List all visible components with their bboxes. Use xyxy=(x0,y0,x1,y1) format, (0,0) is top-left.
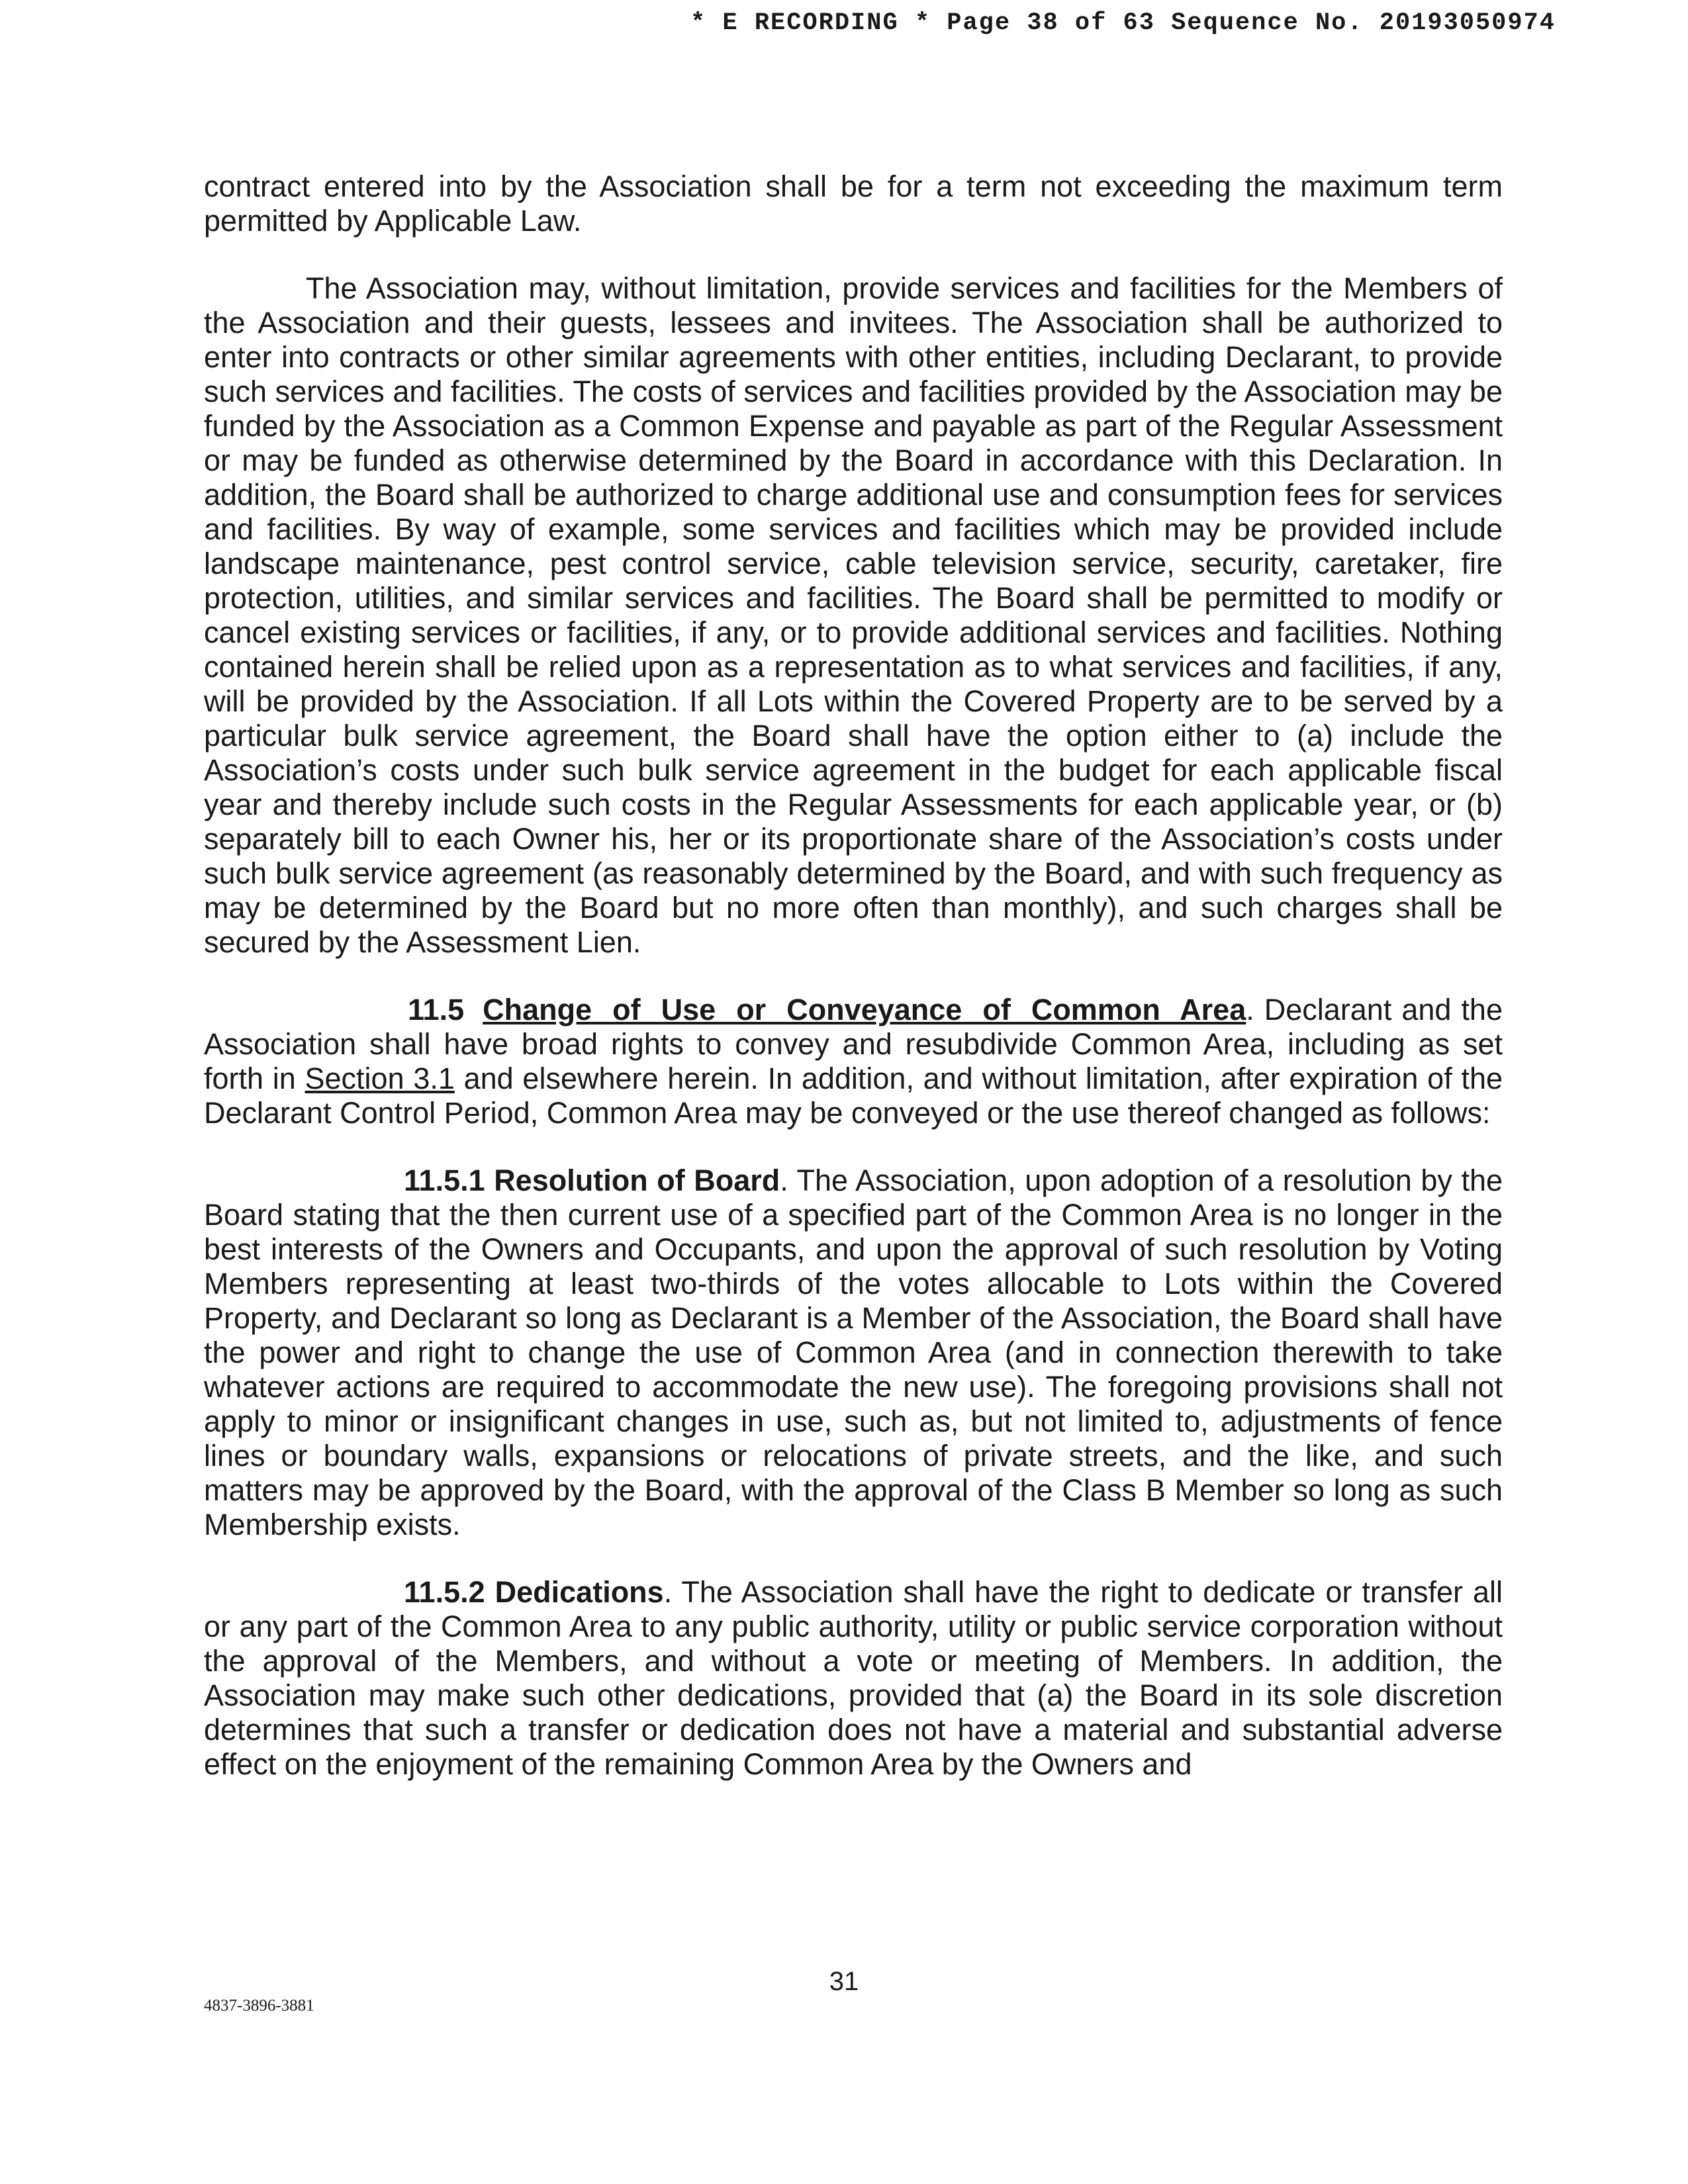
section-11-5-text-after-ref: and elsewhere herein. In addition, and without limitation, after expiration of the Declarant Control Period, Common Area may be conveyed or the use thereof changed as follows: xyxy=(204,1062,1503,1130)
recording-stamp: * E RECORDING * Page 38 of 63 Sequence No. 20193050974 xyxy=(690,9,1556,37)
section-11-5-2 xyxy=(204,1575,1503,1782)
section-11-5-title: Change of Use or Conveyance of Common Area xyxy=(483,993,1246,1026)
section-11-5-1-number: 11.5.1 xyxy=(404,1163,485,1197)
section-11-5-1-text: . The Association, upon adoption of a resolution by the Board stating that the then current use of a specified part of the Common Area is no longer in the best interests of the Owners and Occupants, and upon the approval of such resolution by Voting Members representing at least two-thirds of the votes allocable to Lots within the Covered Property, and Declarant so long as Declarant is a Member of the Association, the Board shall have the power and right to change the use of Common Area (and in connection therewith to take whatever actions are required to accommodate the new use). The foregoing provisions shall not apply to minor or insignificant changes in use, such as, but not limited to, adjustments of fence lines or boundary walls, expansions or relocations of private streets, and the like, and such matters may be approved by the Board, with the approval of the Class B Member so long as such Membership exists. xyxy=(204,1163,1503,1541)
section-11-5-2-title: Dedications xyxy=(494,1575,664,1609)
section-11-5 xyxy=(204,993,1503,1130)
paragraph-contract-term: contract entered into by the Association shall be for a term not exceeding the maximum term permitted by Applicable Law. xyxy=(204,169,1503,238)
document-id: 4837-3896-3881 xyxy=(204,1997,314,2015)
section-11-5-2-text: . The Association shall have the right to dedicate or transfer all or any part of the Common Area to any public authority, utility or public service corporation without the approval of the Members, and without a vote or meeting of Members. In addition, the Association may make such other dedications, provided that (a) the Board in its sole discretion determines that such a transfer or dedication does not have a material and substantial adverse effect on the enjoyment of the remaining Common Area by the Owners and xyxy=(204,1575,1503,1781)
section-11-5-1 xyxy=(204,1163,1503,1542)
section-11-5-2-number: 11.5.2 xyxy=(404,1575,485,1609)
section-11-5-number: 11.5 xyxy=(408,993,465,1026)
section-11-5-text-before-ref: . Declarant and the Association shall have broad rights to convey and resubdivide Common Area, including as set forth in xyxy=(204,993,1503,1095)
section-11-5-1-title: Resolution of Board xyxy=(494,1163,780,1197)
paragraph-services-facilities: The Association may, without limitation, provide services and facilities for the Members of the Association and their guests, lessees and invitees. The Association shall be authorized to enter into contracts or other similar agreements with other entities, including Declarant, to provide such services and facilities. The costs of services and facilities provided by the Association may be funded by the Association as a Common Expense and payable as part of the Regular Assessment or may be funded as otherwise determined by the Board in accordance with this Declaration. In addition, the Board shall be authorized to charge additional use and consumption fees for services and facilities. By way of example, some services and facilities which may be provided include landscape maintenance, pest control service, cable television service, security, caretaker, fire protection, utilities, and similar services and facilities. The Board shall be permitted to modify or cancel existing services or facilities, if any, or to provide additional services and facilities. Nothing contained herein shall be relied upon as a representation as to what services and facilities, if any, will be provided by the Association. If all Lots within the Covered Property are to be served by a particular bulk service agreement, the Board shall have the option either to (a) include the Association’s costs under such bulk service agreement in the budget for each applicable fiscal year and thereby include such costs in the Regular Assessments for each applicable year, or (b) separately bill to each Owner his, her or its proportionate share of the Association’s costs under such bulk service agreement (as reasonably determined by the Board, and with such frequency as may be determined by the Board but no more often than monthly), and such charges shall be secured by the Assessment Lien. xyxy=(204,271,1503,959)
section-3-1-reference[interactable]: Section 3.1 xyxy=(305,1062,455,1095)
document-body xyxy=(204,169,1503,1815)
page-number: 31 xyxy=(829,1967,859,1996)
